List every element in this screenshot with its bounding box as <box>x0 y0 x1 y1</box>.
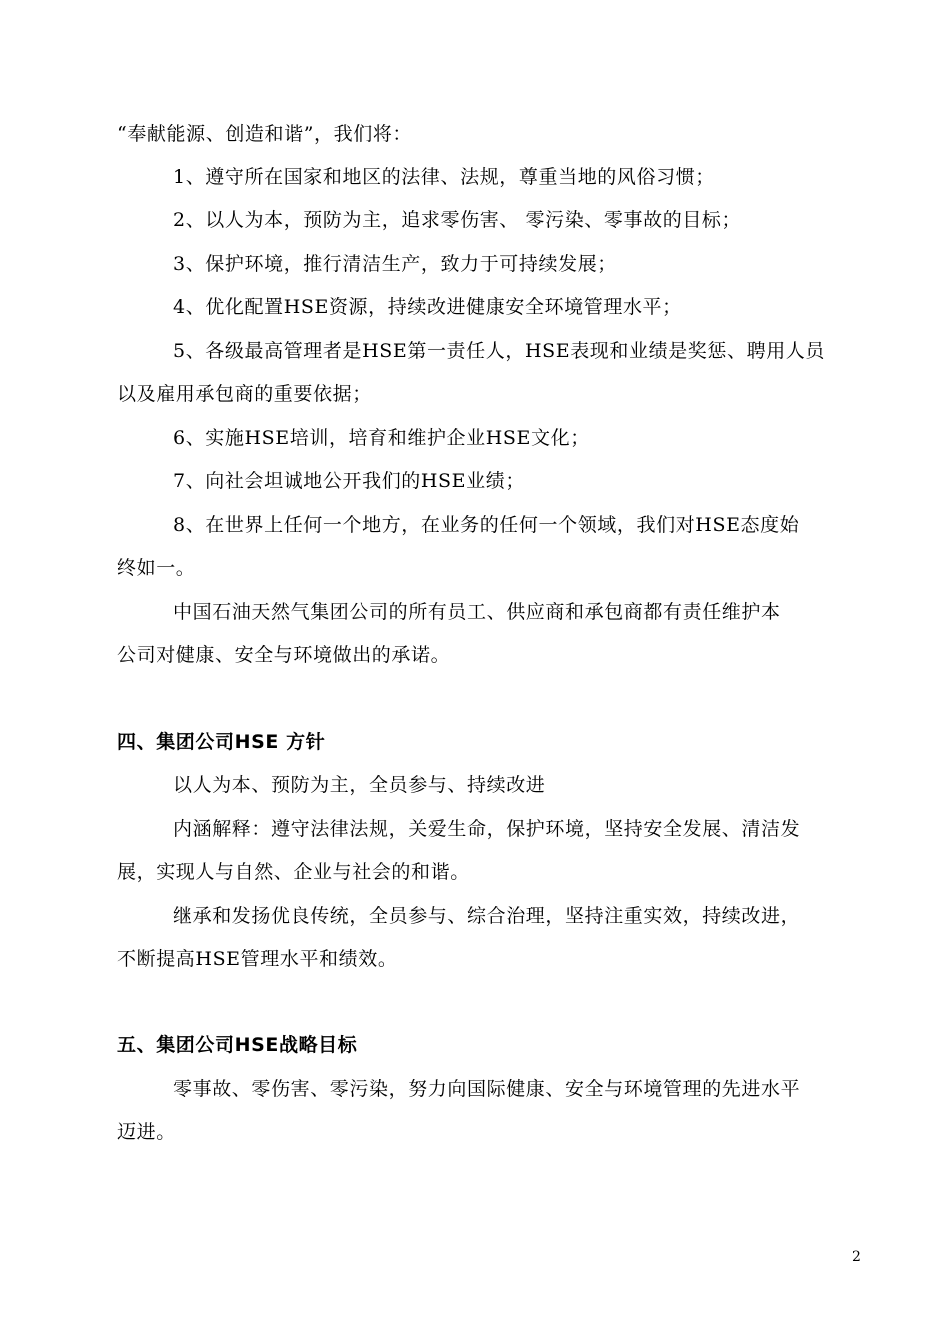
policy-explanation-cont: 展，实现人与自然、企业与社会的和谐。 <box>117 861 470 883</box>
commitment-item-4: 4、优化配置HSE资源，持续改进健康安全环境管理水平； <box>173 296 682 318</box>
policy-paragraph: 继承和发扬优良传统，全员参与、综合治理，坚持注重实效，持续改进， <box>173 905 801 927</box>
policy-statement: 以人为本、预防为主，全员参与、持续改进 <box>173 774 546 796</box>
commitment-intro: “奉献能源、创造和谐”，我们将： <box>117 123 413 145</box>
commitment-item-8-cont: 终如一。 <box>117 557 196 579</box>
commitment-item-6: 6、实施HSE培训，培育和维护企业HSE文化； <box>173 427 590 449</box>
commitment-item-3: 3、保护环境，推行清洁生产，致力于可持续发展； <box>173 253 617 275</box>
commitment-item-2: 2、以人为本，预防为主，追求零伤害、 零污染、零事故的目标； <box>173 209 742 231</box>
strategic-goal-cont: 迈进。 <box>117 1121 176 1143</box>
section-heading-5: 五、集团公司HSE战略目标 <box>117 1034 358 1056</box>
page-number: 2 <box>852 1249 861 1265</box>
commitment-closing: 中国石油天然气集团公司的所有员工、供应商和承包商都有责任维护本 <box>173 601 781 623</box>
strategic-goal: 零事故、零伤害、零污染，努力向国际健康、安全与环境管理的先进水平 <box>173 1078 801 1100</box>
commitment-closing-cont: 公司对健康、安全与环境做出的承诺。 <box>117 644 451 666</box>
policy-paragraph-cont: 不断提高HSE管理水平和绩效。 <box>117 948 398 970</box>
policy-explanation: 内涵解释：遵守法律法规，关爱生命，保护环境，坚持安全发展、清洁发 <box>173 818 801 840</box>
section-heading-4: 四、集团公司HSE 方针 <box>117 731 326 753</box>
commitment-item-7: 7、向社会坦诚地公开我们的HSE业绩； <box>173 470 525 492</box>
commitment-item-5: 5、各级最高管理者是HSE第一责任人，HSE表现和业绩是奖惩、聘用人员 <box>173 340 825 362</box>
commitment-item-5-cont: 以及雇用承包商的重要依据； <box>117 383 372 405</box>
commitment-item-8: 8、在世界上任何一个地方，在业务的任何一个领域，我们对HSE态度始 <box>173 514 800 536</box>
commitment-item-1: 1、遵守所在国家和地区的法律、法规，尊重当地的风俗习惯； <box>173 166 715 188</box>
